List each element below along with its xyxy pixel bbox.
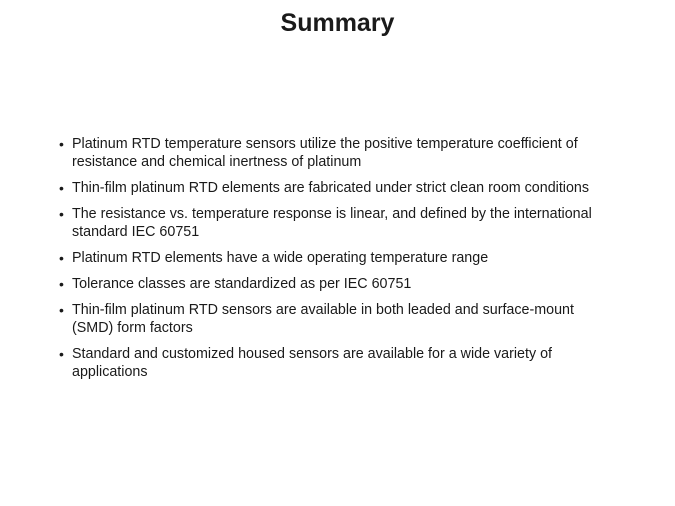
bullet-item bbox=[59, 135, 619, 171]
bullet-text: Tolerance classes are standardized as per IEC 60751 bbox=[72, 276, 412, 292]
bullet-dot-icon: • bbox=[59, 250, 64, 266]
bullet-item bbox=[59, 301, 619, 337]
bullet-dot-icon: • bbox=[59, 180, 64, 196]
bullet-item bbox=[59, 205, 619, 241]
bullet-dot-icon: • bbox=[59, 302, 64, 318]
bullet-text: The resistance vs. temperature response is linear, and defined by the international standard IEC 60751 bbox=[72, 206, 592, 240]
bullet-text: Standard and customized housed sensors are available for a wide variety of applications bbox=[72, 346, 553, 380]
bullet-item bbox=[59, 275, 619, 293]
bullet-dot-icon: • bbox=[59, 206, 64, 222]
bullet-dot-icon: • bbox=[59, 346, 64, 362]
bullet-item bbox=[59, 249, 619, 267]
slide-title: Summary bbox=[280, 9, 395, 37]
bullet-item bbox=[59, 179, 619, 197]
bullet-dot-icon: • bbox=[59, 136, 64, 152]
summary-bullet-list bbox=[59, 135, 619, 389]
bullet-text: Platinum RTD elements have a wide operating temperature range bbox=[72, 250, 489, 266]
bullet-text: Thin-film platinum RTD sensors are available in both leaded and surface-mount (SMD) form factors bbox=[72, 302, 574, 336]
bullet-text: Platinum RTD temperature sensors utilize the positive temperature coefficient of resistance and chemical inertness of platinum bbox=[72, 136, 578, 170]
bullet-item bbox=[59, 345, 619, 381]
bullet-dot-icon: • bbox=[59, 276, 64, 292]
bullet-text: Thin-film platinum RTD elements are fabricated under strict clean room conditions bbox=[72, 180, 590, 196]
